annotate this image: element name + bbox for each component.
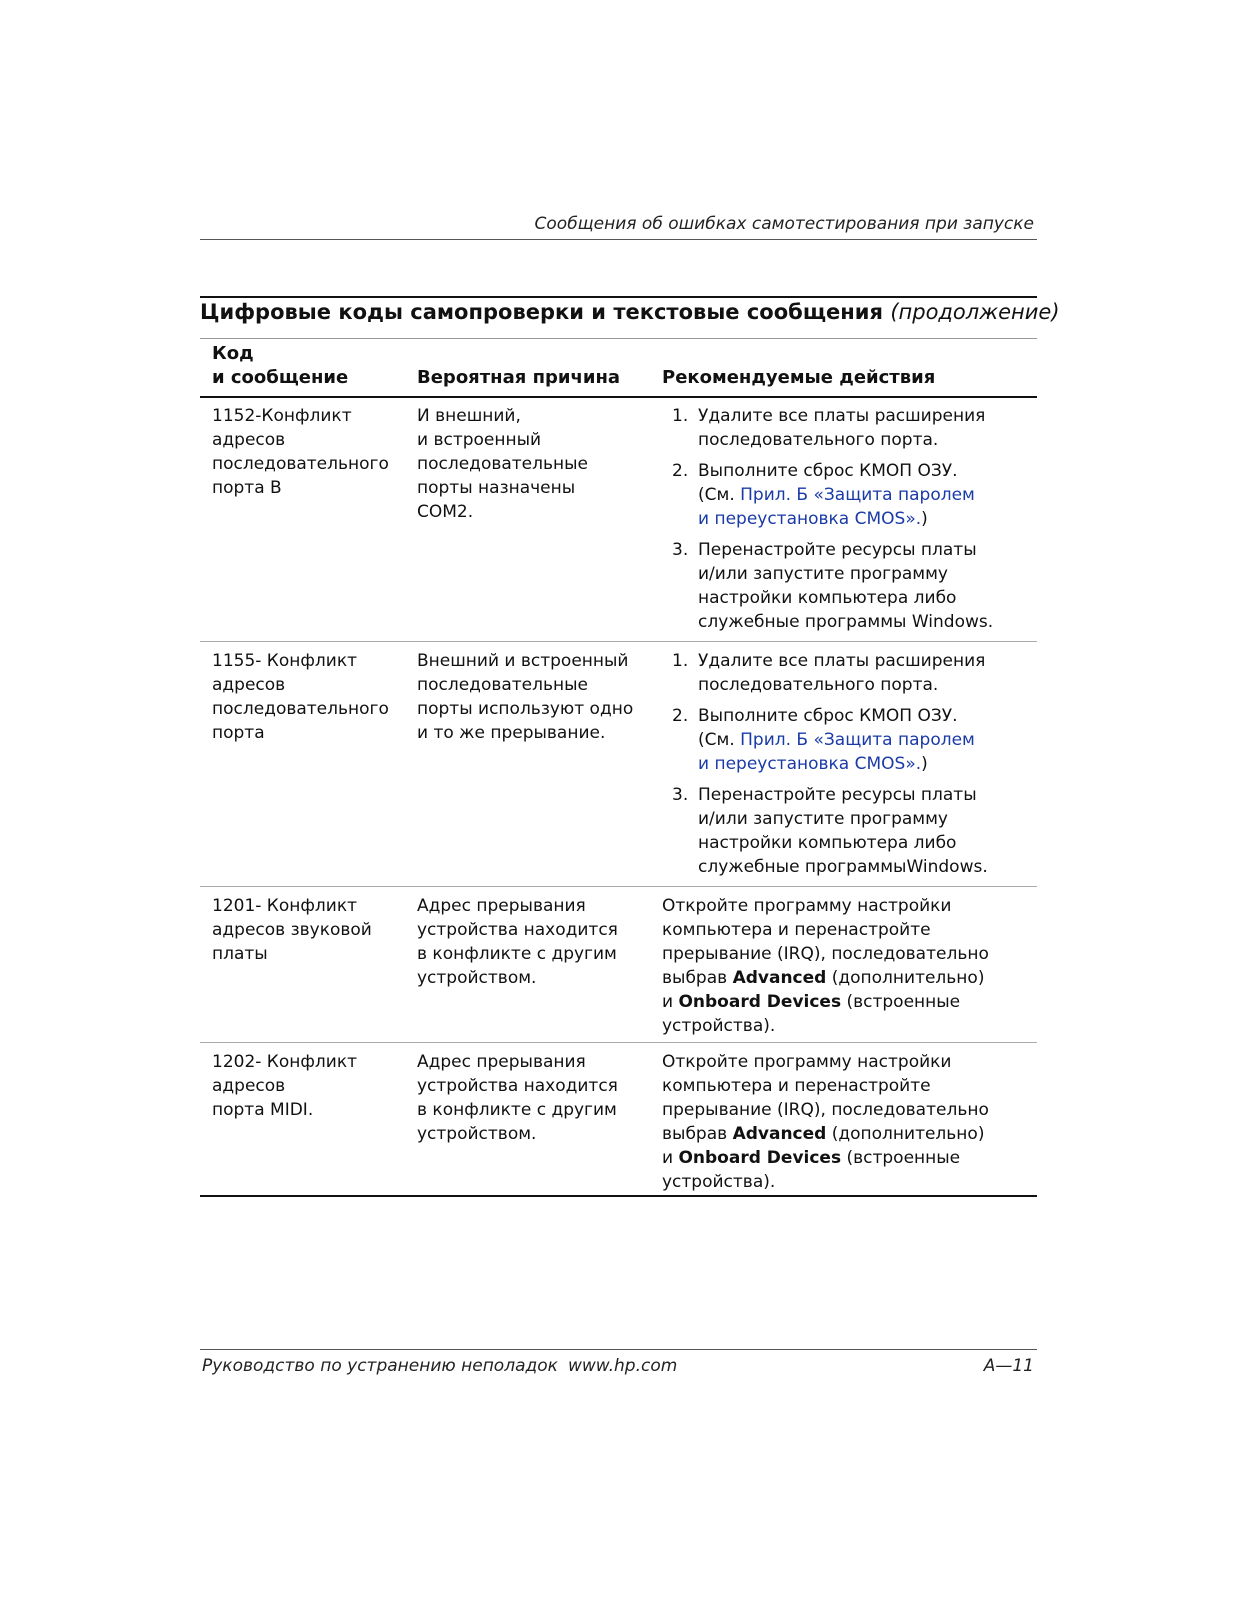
row4-actions: Откройте программу настройки компьютера и перенастройте прерывание (IRQ), последовательно выбрав Advanced (дополнительно) и Onboard Devices (встроенные устройства). bbox=[662, 1052, 989, 1192]
row3-code: 1201- Конфликт адресов звуковой платы bbox=[212, 896, 372, 964]
col-header-cause: Вероятная причина bbox=[417, 367, 621, 388]
row2-step-1: 1. Удалите все платы расширения последовательного порта. bbox=[672, 651, 986, 695]
row-divider bbox=[200, 1042, 1037, 1043]
row2-step-2: 2. Выполните сброс КМОП ОЗУ. (См. Прил. Б «Защита паролем и переустановка CMOS».) bbox=[672, 706, 975, 774]
row-divider bbox=[200, 886, 1037, 887]
col-header-actions: Рекомендуемые действия bbox=[662, 367, 936, 388]
row1-step-3: 3. Перенастройте ресурсы платы и/или запустите программу настройки компьютера либо служебные программы Windows. bbox=[672, 540, 994, 632]
row2-step-3: 3. Перенастройте ресурсы платы и/или запустите программу настройки компьютера либо служебные программыWindows. bbox=[672, 785, 988, 877]
row3-cause: Адрес прерывания устройства находится в конфликте с другим устройством. bbox=[417, 896, 618, 988]
title-rule bbox=[200, 338, 1037, 339]
footer-doc-title: Руководство по устранению неполадок bbox=[202, 1356, 558, 1376]
row1-cause: И внешний, и встроенный последовательные порты назначены COM2. bbox=[417, 406, 589, 522]
col-header-code: Код и сообщение bbox=[212, 343, 349, 388]
cmos-appendix-link[interactable]: Прил. Б «Защита паролем bbox=[740, 485, 975, 505]
row1-step-2: 2. Выполните сброс КМОП ОЗУ. (См. Прил. Б «Защита паролем и переустановка CMOS».) bbox=[672, 461, 975, 529]
running-head: Сообщения об ошибках самотестирования при запуске bbox=[534, 214, 1034, 234]
header-rule bbox=[200, 239, 1037, 240]
row3-actions: Откройте программу настройки компьютера и перенастройте прерывание (IRQ), последовательно выбрав Advanced (дополнительно) и Onboard Devices (встроенные устройства). bbox=[662, 896, 989, 1036]
table-title-suffix: (продолжение) bbox=[890, 300, 1060, 324]
cmos-appendix-link[interactable]: Прил. Б «Защита паролем bbox=[740, 730, 975, 750]
row1-actions bbox=[662, 404, 1037, 641]
row2-actions bbox=[662, 649, 1037, 886]
row4-cause: Адрес прерывания устройства находится в конфликте с другим устройством. bbox=[417, 1052, 618, 1144]
table-top-rule bbox=[200, 296, 1037, 298]
footer-page-number: A—11 bbox=[983, 1356, 1034, 1376]
cmos-appendix-link[interactable]: и переустановка CMOS». bbox=[698, 509, 922, 529]
row1-code: 1152-Конфликт адресов последовательного порта B bbox=[212, 406, 389, 498]
cmos-appendix-link[interactable]: и переустановка CMOS». bbox=[698, 754, 922, 774]
row1-step-1: 1. Удалите все платы расширения последовательного порта. bbox=[672, 406, 986, 450]
row-divider bbox=[200, 641, 1037, 642]
table-title: Цифровые коды самопроверки и текстовые сообщения (продолжение) bbox=[200, 300, 1060, 324]
footer-url[interactable]: www.hp.com bbox=[568, 1356, 678, 1376]
header-bottom-rule bbox=[200, 396, 1037, 398]
row4-code: 1202- Конфликт адресов порта MIDI. bbox=[212, 1052, 358, 1120]
footer-rule bbox=[200, 1349, 1037, 1350]
row2-cause: Внешний и встроенный последовательные порты используют одно и то же прерывание. bbox=[417, 651, 634, 743]
table-bottom-rule bbox=[200, 1195, 1037, 1197]
row2-code: 1155- Конфликт адресов последовательного порта bbox=[212, 651, 389, 743]
